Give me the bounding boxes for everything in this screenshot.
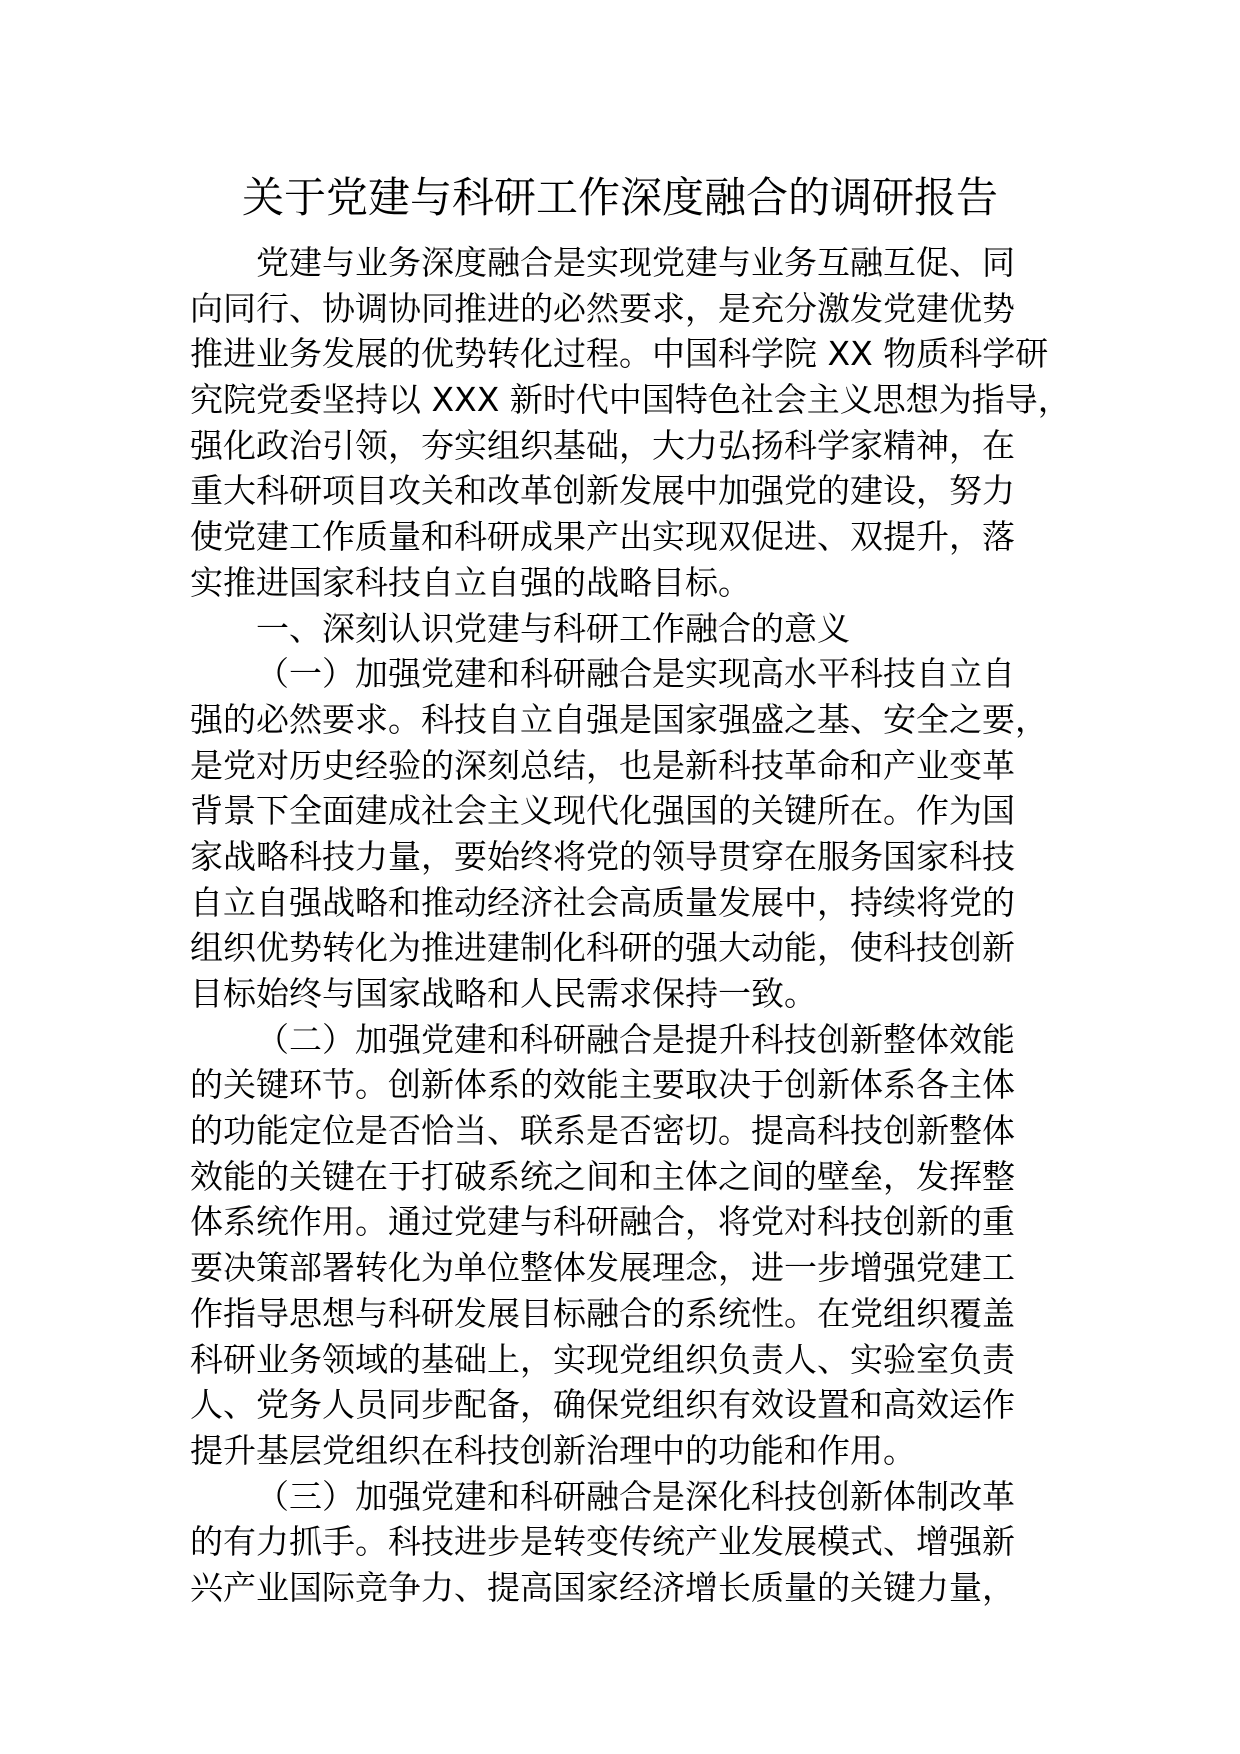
document-line: 的有力抓手。科技进步是转变传统产业发展模式、增强新	[190, 1522, 1015, 1562]
document-line: 作指导思想与科研发展目标融合的系统性。在党组织覆盖	[190, 1293, 1015, 1333]
document-line: 人、党务人员同步配备，确保党组织有效设置和高效运作	[190, 1385, 1015, 1425]
document-line: 目标始终与国家战略和人民需求保持一致。	[190, 974, 817, 1013]
document-line: 是党对历史经验的深刻总结，也是新科技革命和产业变革	[190, 745, 1015, 785]
document-line: 效能的关键在于打破系统之间和主体之间的壁垒，发挥整	[190, 1156, 1015, 1196]
document-line: 强化政治引领，夯实组织基础，大力弘扬科学家精神，在	[190, 425, 1015, 465]
document-line: 要决策部署转化为单位整体发展理念，进一步增强党建工	[190, 1248, 1015, 1288]
document-line: 背景下全面建成社会主义现代化强国的关键所在。作为国	[190, 791, 1015, 831]
document-line: 自立自强战略和推动经济社会高质量发展中，持续将党的	[190, 882, 1015, 922]
document-line: （二）加强党建和科研融合是提升科技创新整体效能	[256, 1019, 1015, 1059]
document-line: 强的必然要求。科技自立自强是国家强盛之基、安全之要，	[190, 699, 1048, 739]
document-line: 的关键环节。创新体系的效能主要取决于创新体系各主体	[190, 1065, 1015, 1105]
document-line: 提升基层党组织在科技创新治理中的功能和作用。	[190, 1430, 916, 1470]
document-line: 的功能定位是否恰当、联系是否密切。提高科技创新整体	[190, 1111, 1015, 1151]
document-line: 推进业务发展的优势转化过程。中国科学院 XX 物质科学研	[190, 334, 1049, 374]
document-body	[190, 240, 1090, 1611]
document-line: 组织优势转化为推进建制化科研的强大动能，使科技创新	[190, 928, 1015, 968]
document-line: 兴产业国际竞争力、提高国家经济增长质量的关键力量，	[190, 1567, 1015, 1607]
document-title: 关于党建与科研工作深度融合的调研报告	[241, 173, 998, 222]
document-line: 家战略科技力量，要始终将党的领导贯穿在服务国家科技	[190, 836, 1015, 876]
document-line: 使党建工作质量和科研成果产出实现双促进、双提升，落	[190, 517, 1015, 557]
document-line: 体系统作用。通过党建与科研融合，将党对科技创新的重	[190, 1202, 1015, 1242]
document-line: 实推进国家科技自立自强的战略目标。	[190, 562, 751, 602]
document-line: 一、深刻认识党建与科研工作融合的意义	[256, 608, 850, 648]
document-line: 究院党委坚持以 XXX 新时代中国特色社会主义思想为指导，	[190, 380, 1071, 420]
document-line: （一）加强党建和科研融合是实现高水平科技自立自	[256, 654, 1015, 694]
document-line: 党建与业务深度融合是实现党建与业务互融互促、同	[256, 243, 1015, 282]
document-line: （三）加强党建和科研融合是深化科技创新体制改革	[256, 1476, 1015, 1516]
document-line: 向同行、协调协同推进的必然要求，是充分激发党建优势	[190, 288, 1015, 328]
document-line: 科研业务领域的基础上，实现党组织负责人、实验室负责	[190, 1339, 1015, 1379]
document-line: 重大科研项目攻关和改革创新发展中加强党的建设，努力	[190, 471, 1015, 511]
